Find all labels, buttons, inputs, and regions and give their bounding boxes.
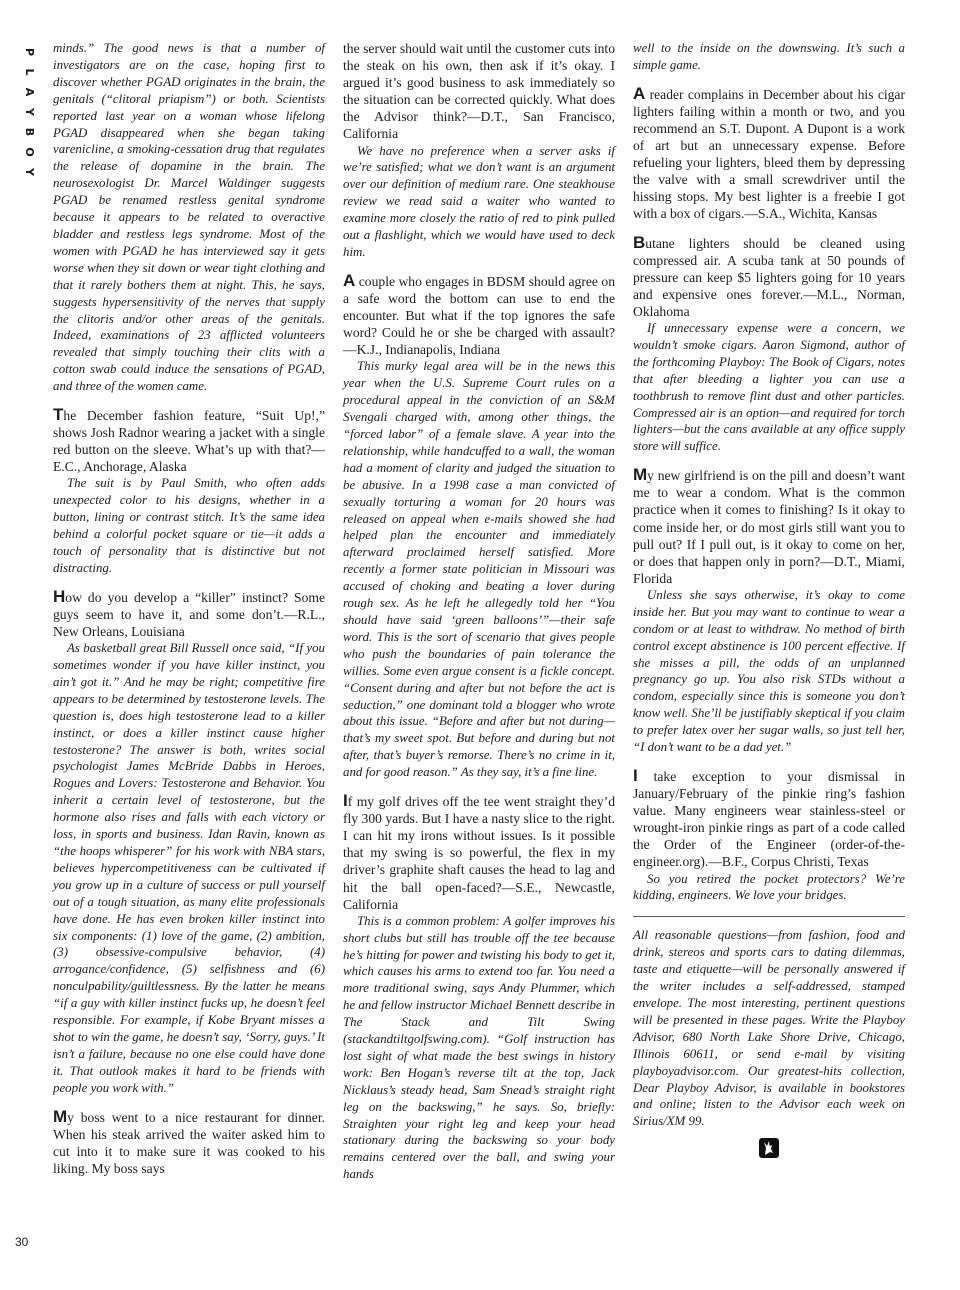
qa-killer-instinct	[53, 586, 325, 1097]
question-text: utane lighters should be cleaned using compressed air. A scuba tank at 50 pounds of pressure can keep $5 lighters going for 10 years and expensive ones forever.—M.L., Norman, Oklahoma	[633, 235, 905, 319]
question-text: y boss went to a nice restaurant for dinner. When his steak arrived the waiter asked him to cut into it to make sure it was cooked to his liking. My boss says	[53, 1109, 325, 1176]
column-3	[633, 40, 905, 1158]
column-1	[53, 40, 325, 1189]
answer-text: So you retired the pocket protectors? We’re kidding, engineers. We love your bridges.	[633, 871, 905, 903]
question-text: reader complains in December about his cigar lighters failing within a month or two, and you recommend an S.T. Dupont. A Dupont is a work of art but an unnecessary expense. Before refueling your lighters, bleed them by depressing the valve with a small screwdriver until the hissing stops. My best lighter is a freebie I got with a box of cigars.—S.A., Wichita, Kansas	[633, 86, 905, 222]
qa-butane	[633, 232, 905, 456]
divider	[633, 916, 905, 917]
qa-safe-word	[343, 270, 615, 781]
question-continued: the server should wait until the customer cuts into the steak on his own, then ask if it’s okay. I argued it’s good business to ask immediately so the situation can be corrected quickly. What does the Advisor think?—D.T., San Francisco, California	[343, 41, 615, 142]
drop-cap: B	[633, 232, 646, 252]
answer-continued: well to the inside on the downswing. It’s such a simple game.	[633, 41, 905, 72]
submission-note: All reasonable questions—from fashion, food and drink, stereos and sports cars to dating dilemmas, taste and etiquette—will be personally answered if the writer includes a self-addressed, stamped envelope. The most interesting, pertinent questions will be presented in these pages. Write the Playboy Advisor, 680 North Lake Shore Drive, Chicago, Illinois 60611, or send e-mail by visiting playboyadvisor.com. Our greatest-hits collection, Dear Playboy Advisor, is available in bookstores and online; listen to the Advisor each week on Sirius/XM 99.	[633, 928, 905, 1129]
question-text: couple who engages in BDSM should agree on a safe word the bottom can use to end the encounter. But what if the top ignores the safe word? Could he or she be charged with assault?—K.J., Indianapolis, Indiana	[343, 273, 615, 358]
side-brand-vertical	[18, 42, 40, 182]
answer-text: As basketball great Bill Russell once said, “If you sometimes wonder if you have killer instinct, you ain’t got it.” And he may be right; competitive fire appears to be determined by testosterone levels. The question is, does high testosterone lead to a killer instinct, or does a killer instinct cause higher testosterone? The answer is both, writes social psychologist James McBride Dabbs in Heroes, Rogues and Lovers: Testosterone and Behavior. You inherit a certain level of testosterone, but the hormone also rises and falls with each victory or loss, in sports and business. Idan Ravin, known as “the hoops whisperer” for his work with NBA stars, believes hypercompetitiveness can be cultivated if you grow up in a culture of success or pull yourself out of a tough situation, as many elite professionals have done. He has even broken killer instinct into six components: (1) love of the game, (2) ambition, (3) obsessive-compulsive behavior, (4) arrogance/confidence, (5) selfishness and (6) nonculpability/guiltlessness. By the latter he means “if a guy with killer instinct fucks up, he doesn’t feel responsible. For example, if Kobe Bryant misses a shot to win the game, he doesn’t say, ‘Sorry, guys.’ It isn’t a failure, because no one else could have done it. That outlook makes it hard to be friends with people you work with.”	[53, 641, 325, 1095]
qa-suit-button	[53, 407, 325, 577]
qa-steak-continued	[343, 40, 615, 261]
question-text: he December fashion feature, “Suit Up!,” shows Josh Radnor wearing a jacket with a single red button on the sleeve. What’s up with that?—E.C., Anchorage, Alaska	[53, 408, 325, 475]
answer-text: If unnecessary expense were a concern, we wouldn’t smoke cigars. Aaron Sigmond, author of the forthcoming Playboy: The Book of Cigars, notes that after bleeding a lighter you can use a toothbrush to remove flint dust and other particles. Compressed air is an option—and required for torch lighters—but the cans available at any office supply store will suffice.	[633, 321, 905, 454]
side-brand-letter: L	[23, 68, 36, 76]
question-text: take exception to your dismissal in January/February of the pinkie ring’s fashion value. Many engineers wear stainless-steel or wrought-iron pinkie rings as part of a code called the Order of the Engineer (order-of-the-engineer.org).—B.F., Corpus Christi, Texas	[633, 769, 905, 870]
side-brand-letter: Y	[23, 108, 36, 116]
drop-cap: M	[633, 465, 648, 485]
question-text: y new girlfriend is on the pill and doesn’t want me to wear a condom. What is the common practice when it comes to finishing? Is it okay to come inside her, or do most girls still want you to pull out? If I pull out, is it okay to come on her, or does that happen only in porn?—D.T., Miami, Florida	[633, 468, 905, 586]
page-number: 30	[15, 1235, 29, 1249]
side-brand-letter: P	[23, 47, 36, 57]
drop-cap: A	[343, 270, 356, 290]
qa-pinkie-ring	[633, 768, 905, 904]
drop-cap: T	[53, 405, 64, 425]
qa-pill-condom	[633, 467, 905, 756]
question-text: ow do you develop a “killer” instinct? Some guys seem to have it, and some don’t.—R.L., New Orleans, Louisiana	[53, 589, 325, 640]
qa-golf-slice	[343, 793, 615, 1183]
side-brand-letter: Y	[23, 168, 36, 176]
column-2	[343, 40, 615, 1195]
question-text: f my golf drives off the tee went straight they’d fly 300 yards. But I have a nasty slice to the right. I can hit my irons without issues. Is it possible that my swing is so powerful, the flex in my driver’s graphite shaft causes the head to lag and hit the ball open-faced?—S.E., Newcastle, California	[343, 794, 615, 912]
side-brand-letter: B	[23, 127, 36, 137]
drop-cap: M	[53, 1106, 68, 1126]
qa-cigar-lighters	[633, 83, 905, 223]
qa-steak	[53, 1106, 325, 1177]
rabbit-head-icon	[759, 1138, 779, 1158]
drop-cap: I	[633, 766, 638, 785]
answer-text: Unless she says otherwise, it’s okay to come inside her. But you may want to continue to wear a condom or at least to withdraw. No method of birth control except abstinence is 100 percent effective. If she misses a pill, the odds of an unplanned pregnancy go up. You also risk STDs without a condom, especially since this is someone you don’t know well. She’ll be justifiably skeptical if you claim to prefer latex over her sugar walls, so just tell her, “I don’t want to be a dad yet.”	[633, 587, 905, 755]
drop-cap: I	[343, 791, 348, 811]
answer-text: The suit is by Paul Smith, who often adds unexpected color to his designs, whether in a button, lining or contrast stitch. It’s the same idea behind a colorful pocket square or tie—it adds a touch of personality that is distinctive but not distracting.	[53, 476, 325, 575]
answer-text: We have no preference when a server asks if we’re satisfied; what we don’t want is an argument over our definition of medium rare. One steakhouse review we read said a waiter who wanted to examine more closely the ratio of red to pink pulled out a flashlight, which we would have used to deck him.	[343, 143, 615, 259]
side-brand-letter: O	[23, 147, 36, 157]
answer-text: This murky legal area will be in the news this year when the U.S. Supreme Court rules on a procedural appeal in the conviction of an S&M Svengali charged with, among other things, the “forced labor” of a female slave. A year into the relationship, while handcuffed to a wall, the woman had a moment of clarity and judged the situation to be abusive. In a 1998 case a man convicted of sexually torturing a woman for 20 hours was released on appeal when e-mails showed she had helped plan the encounter and immediately afterward proclaimed herself satisfied. More recently a former state politician in Missouri was accused of choking and beating a lover during rough sex. As he left he allegedly told her “You should have said ‘green balloons’”—their safe word. This is the sort of scenario that gives people who push the boundaries of pain tolerance the willies. Some even argue consent is a fickle concept. “Consent during and after but not before the act is seduction,” one dominant told a blogger who wrote about this issue. “Before and after but not during—that’s my sweet spot. But before and during but not after, that’s buyer’s remorse. There’s no crime in it, and for good reason.” As they say, it’s a fine line.	[343, 359, 615, 780]
drop-cap: A	[633, 83, 646, 103]
drop-cap: H	[53, 586, 66, 606]
answer-continued: minds.” The good news is that a number of investigators are on the case, hoping first to discover whether PGAD originates in the brain, the genitals (“clitoral priapism”) or both. Scientists reported last year on a woman whose lifelong PGAD disappeared when she began taking varenicline, a smoking-cessation drug that regulates the release of dopamine in the brain. The neurosexologist Dr. Marcel Waldinger suggests PGAD be renamed restless genital syndrome because it appears to be related to overactive bladder and restless legs syndrome. Most of the women with PGAD he has interviewed say it gets worse when they sit down or wear tight clothing and that it rarely bothers them at night. This, he says, suggests hypersensitivity of the nerves that supply the clitoris and/or other areas of the genitals. Indeed, examinations of 23 afflicted volunteers revealed that simply touching their clits with a cotton swab could induce the sensations of PGAD, and three of the women came.	[53, 41, 325, 394]
answer-text: This is a common problem: A golfer improves his short clubs but still has trouble off the tee because he’s hitting for power and twisting his body to get it, which causes his arms to extend too far. You need a more traditional swing, says Andy Plummer, which he and fellow instructor Michael Bennett describe in The Stack and Tilt Swing (stackandtiltgolfswing.com). “Golf instruction has lost sight of what made the best swings in history work: Ben Hogan’s reverse tilt at the top, Jack Nicklaus’s steady head, Sam Snead’s straight right leg on the backswing,” he says. So, briefly: Straighten your right leg and keep your head stationary during the backswing so your body remains centered over the ball, and swing your hands	[343, 913, 615, 1182]
side-brand-letter: A	[23, 87, 36, 97]
